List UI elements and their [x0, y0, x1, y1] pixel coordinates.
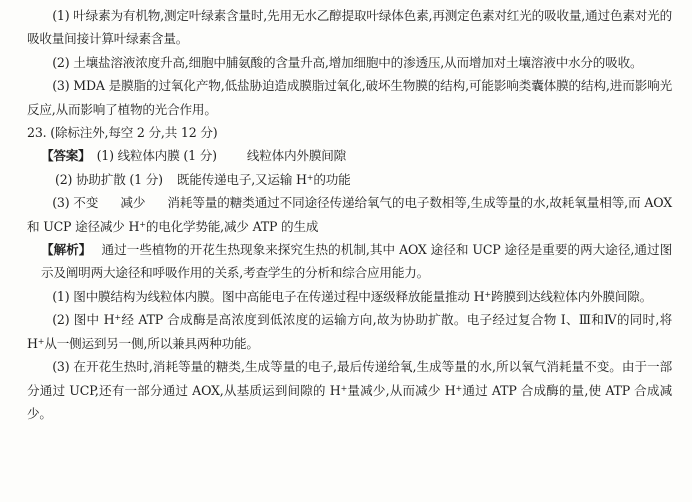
analysis-tag: 【解析】 [41, 242, 92, 258]
answer-3-superscript: + [139, 219, 146, 229]
answer-3-part-c: 消耗等量的糖类通过不同途径传递给氧气的电子数相等,生成等量的水,故耗氧量相等,而 AOX 和 UCP 途径减少 H [27, 195, 672, 234]
analysis-2-superscript-1: + [114, 313, 121, 323]
analysis-3-text-a: (3) 在开花生热时,消耗等量的糖类,生成等量的电子,最后传递给氧,生成等量的水,所以氧气消耗量不变。由于一部分通过 UCP,还有一部分通过 AOX,从基质运到间隙的 H [27, 359, 672, 398]
analysis-intro [27, 238, 672, 285]
answer-line-1 [27, 144, 672, 167]
analysis-3-superscript-2: + [455, 383, 463, 393]
answer-2-part-b: 既能传递电子,又运输 H [176, 171, 307, 187]
answer-1-part-b: 线粒体内外膜间隙 [246, 148, 346, 164]
analysis-1-text-b: 跨膜到达线粒体内外膜间隙。 [490, 288, 653, 304]
analysis-part-1 [27, 285, 672, 308]
analysis-part-2 [27, 308, 672, 355]
answer-3-part-d: 的电化学势能,减少 ATP 的生成 [145, 218, 319, 234]
answer-line-3 [27, 191, 672, 238]
answer-3-part-b: 减少 [120, 195, 146, 211]
analysis-3-superscript-1: + [340, 383, 348, 393]
analysis-2-text-c: 从一侧运到另一侧,所以兼具两种功能。 [44, 335, 259, 351]
answer-2-part-c: 的功能 [313, 171, 351, 187]
analysis-1-text-a: (1) 图中膜结构为线粒体内膜。图中高能电子在传递过程中逐级释放能量推动 H [52, 288, 485, 304]
answer-1-part-a: (1) 线粒体内膜 (1 分) [96, 148, 217, 164]
analysis-3-text-c: 通过 ATP 合成酶的量,使 ATP 合成减少。 [27, 382, 672, 421]
answer-2-superscript: + [306, 172, 314, 182]
analysis-2-text-a: (2) 图中 H [52, 312, 115, 328]
analysis-part-3 [27, 355, 672, 425]
paragraph-1: (1) 叶绿素为有机物,测定叶绿素含量时,先用无水乙醇提取叶绿体色素,再测定色素对红光的吸收量,通过色素对光的吸收量间接计算叶绿素含量。 [27, 8, 672, 47]
analysis-2-superscript-2: + [37, 336, 45, 346]
analysis-3-text-b: 量减少,从而减少 H [347, 382, 456, 398]
analysis-2-text-b: 经 ATP 合成酶是高浓度到低浓度的运输方向,故为协助扩散。电子经过复合物 Ⅰ、Ⅲ和Ⅳ的同时,将 H [27, 312, 672, 351]
paragraph-3: (3) MDA 是膜脂的过氧化产物,低盐胁迫造成膜脂过氧化,破坏生物膜的结构,可能影响类囊体膜的结构,进而影响光反应,从而影响了植物的光合作用。 [27, 78, 672, 117]
paragraph-2: (2) 土壤盐溶液浓度升高,细胞中脯氨酸的含量升高,增加细胞中的渗透压,从而增加对土壤溶液中水分的吸收。 [52, 54, 643, 70]
analysis-intro-text: 通过一些植物的开花生热现象来探究生热的机制,其中 AOX 途径和 UCP 途径是重要的两大途径,通过图示及阐明两大途径和呼吸作用的关系,考查学生的分析和综合应用能力。 [41, 242, 672, 281]
answer-line-2 [27, 168, 672, 191]
analysis-1-superscript: + [484, 289, 491, 299]
answer-tag: 【答案】 [41, 148, 91, 164]
answer-2-part-a: (2) 协助扩散 (1 分) [55, 171, 163, 187]
question-23-header: 23. (除标注外,每空 2 分,共 12 分) [27, 125, 218, 141]
answer-3-part-a: (3) 不变 [52, 195, 99, 211]
